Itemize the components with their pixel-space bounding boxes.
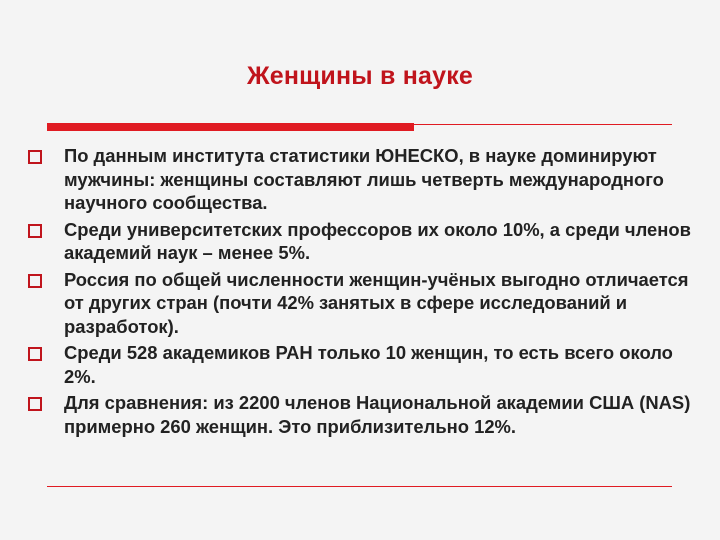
square-bullet-icon [28, 347, 42, 361]
bullet-text: Среди 528 академиков РАН только 10 женщин, то есть всего около 2%. [64, 342, 673, 387]
square-bullet-icon [28, 224, 42, 238]
bullet-text: По данным института статистики ЮНЕСКО, в науке доминируют мужчины: женщины составляют лишь четверть международного научного сообщества. [64, 145, 664, 213]
bullet-item [28, 391, 693, 438]
square-bullet-icon [28, 150, 42, 164]
slide-title: Женщины в науке [246, 62, 474, 90]
bullet-item [28, 218, 693, 265]
bullet-item [28, 144, 693, 215]
bullet-text: Среди университетских профессоров их около 10%, а среди членов академий наук – менее 5%. [64, 218, 691, 263]
top-divider-thick [47, 123, 414, 131]
bullet-text: Россия по общей численности женщин-учёных выгодно отличается от других стран (почти 42% занятых в сфере исследований и разработок). [64, 268, 689, 337]
square-bullet-icon [28, 397, 42, 411]
bottom-divider [47, 486, 672, 487]
bullet-text: Для сравнения: из 2200 членов Национальной академии США (NAS) примерно 260 женщин. Это приблизительно 12%. [64, 392, 691, 437]
bullet-item [28, 341, 693, 388]
square-bullet-icon [28, 274, 42, 288]
bullet-item [28, 268, 693, 339]
bullet-list [28, 144, 693, 441]
